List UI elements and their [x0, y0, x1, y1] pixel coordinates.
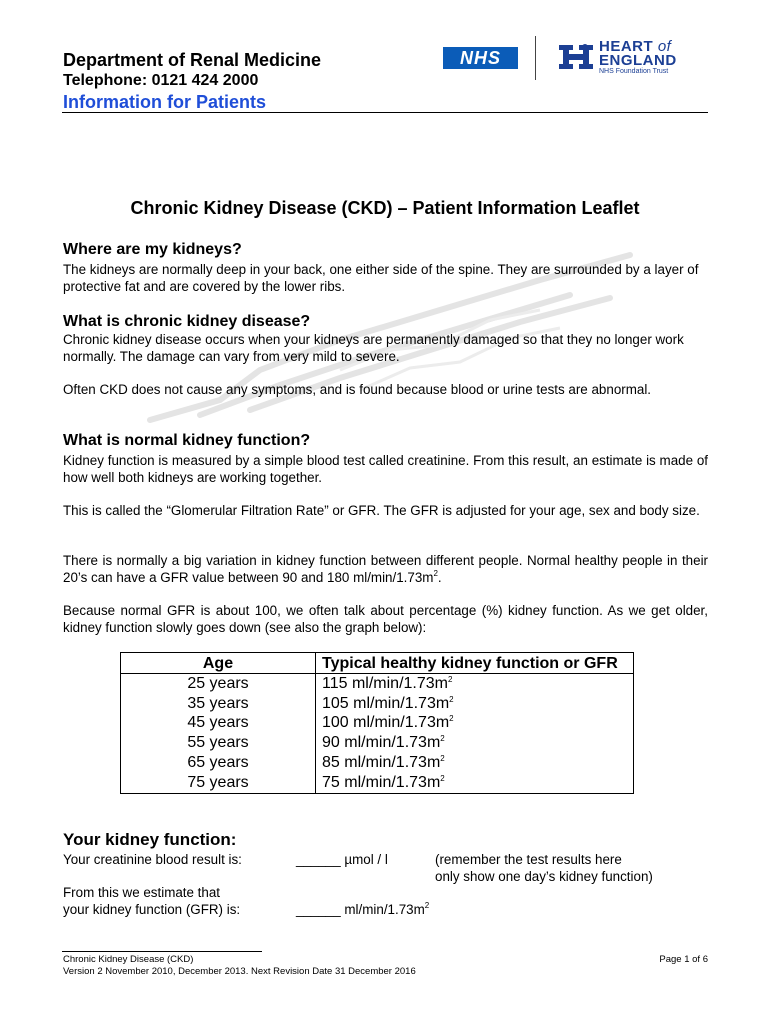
normal-paragraph-4: Because normal GFR is about 100, we often talk about percentage (%) kidney function. As we get older, kidney function slowly goes down (see also the graph below):: [63, 603, 708, 635]
telephone: Telephone: 0121 424 2000: [63, 72, 259, 89]
ckd-paragraph-1: Chronic kidney disease occurs when your kidneys are permanently damaged so that they no longer work normally. The damage can vary from very mild to severe.: [63, 332, 684, 364]
trust-name-line3: NHS Foundation Trust: [599, 68, 669, 75]
gfr-blank: ______ $ml/\min/1.73m^2$: [296, 901, 430, 917]
gfr-by-age-table: [120, 652, 634, 794]
trust-name-line2: ENGLAND: [599, 52, 677, 69]
heart-of-england-logo-icon: [555, 41, 597, 73]
age-value: 25 years: [187, 675, 249, 692]
table-header-row: [121, 653, 634, 674]
age-value: 45 years: [187, 714, 249, 732]
creatinine-blank: ______ µmol / l: [296, 852, 388, 867]
department-title: Department of Renal Medicine: [63, 50, 322, 70]
age-value: 35 years: [187, 694, 249, 712]
page-number: Page 1 of 6: [659, 954, 708, 965]
gfr-value: 105 $ml/\min/1.73m^2$: [322, 694, 454, 712]
gfr-value: 90 $ml/\min/1.73m^2$: [322, 734, 445, 752]
table-body-row: [121, 674, 634, 794]
heading-your-function: Your kidney function:: [63, 830, 237, 849]
note-line-1: (remember the test results here: [435, 852, 622, 867]
normal-paragraph-2: This is called the “Glomerular Filtration Rate” or GFR. The GFR is adjusted for your age, sex and body size.: [63, 503, 700, 518]
heading-normal-function: What is normal kidney function?: [63, 432, 311, 449]
document-title: Chronic Kidney Disease (CKD) – Patient Information Leaflet: [130, 198, 640, 218]
footer-title: Chronic Kidney Disease (CKD): [63, 954, 194, 965]
note-line-2: only show one day’s kidney function): [435, 869, 653, 884]
ckd-paragraph-2: Often CKD does not cause any symptoms, and is found because blood or urine tests are abnormal.: [63, 382, 652, 397]
footer-version: Version 2 November 2010, December 2013. Next Revision Date 31 December 2016: [63, 966, 416, 977]
gfr-value: 100 $ml/\min/1.73m^2$: [322, 714, 454, 732]
trust-name-line1: HEART of: [599, 38, 672, 55]
normal-paragraph-3: There is normally a big variation in kidney function between different people. Normal healthy people in their 20’s can have a GFR value between 90 and 180 $ml/\min/1.73m^2$.: [63, 553, 708, 585]
gfr-value: 115 $ml/\min/1.73m^2$: [322, 675, 453, 692]
estimate-label-line-2: your kidney function (GFR) is:: [63, 902, 241, 917]
heading-where: Where are my kidneys?: [63, 241, 242, 258]
normal-paragraph-1: Kidney function is measured by a simple blood test called creatinine. From this result, an estimate is made of how well both kidneys are working together.: [63, 453, 708, 485]
footer-divider: [62, 951, 262, 952]
header-divider: [62, 112, 708, 113]
age-value: 65 years: [187, 753, 249, 771]
nhs-logo: NHS: [443, 47, 518, 69]
heading-what-ckd: What is chronic kidney disease?: [63, 313, 311, 330]
estimate-label-line-1: From this we estimate that: [63, 885, 221, 900]
gfr-value: 85 $ml/\min/1.73m^2$: [322, 753, 445, 771]
age-column-header: Age: [121, 653, 316, 674]
age-values-cell: [121, 674, 316, 794]
gfr-value: 75 $ml/\min/1.73m^2$: [322, 773, 445, 791]
creatinine-label: Your creatinine blood result is:: [63, 852, 242, 867]
where-paragraph: The kidneys are normally deep in your back, one either side of the spine. They are surrounded by a layer of protective fat and are covered by the lower ribs.: [63, 262, 699, 294]
gfr-values-cell: [316, 674, 634, 794]
gfr-column-header: Typical healthy kidney function or GFR: [316, 653, 634, 674]
age-value: 55 years: [187, 734, 249, 752]
logo-separator: [535, 36, 536, 80]
info-for-patients: Information for Patients: [63, 92, 267, 112]
age-value: 75 years: [187, 773, 249, 791]
